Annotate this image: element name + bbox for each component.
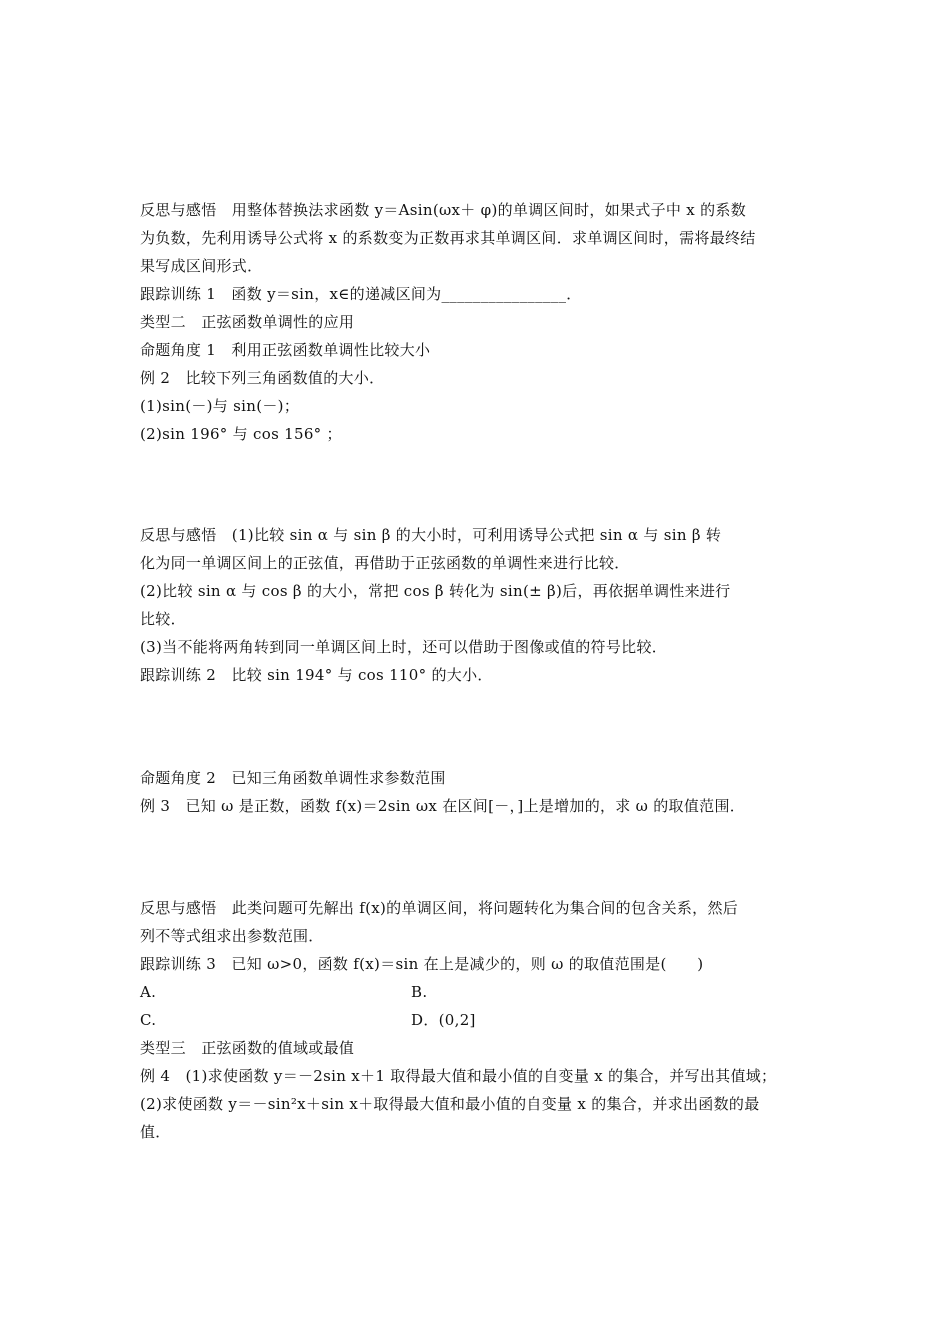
text-line-r2e: (3)当不能将两角转到同一单调区间上时，还可以借助于图像或值的符号比较． — [140, 638, 668, 656]
text-line-r2c: (2)比较 sin α 与 cos β 的大小，常把 cos β 转化为 sin(± β)后，再依据单调性来进行 — [140, 582, 731, 600]
text-line-r3a: 反思与感悟 此类问题可先解出 f(x)的单调区间，将问题转化为集合间的包含关系，然后 — [140, 899, 739, 917]
text-line-t2: 跟踪训练 2 比较 sin 194° 与 cos 110° 的大小． — [140, 666, 493, 684]
text-line-r1c: 果写成区间形式． — [140, 257, 263, 275]
text-line-optC: C. — [140, 1011, 157, 1029]
text-line-ex2b: (2)sin 196° 与 cos 156° ； — [140, 425, 342, 443]
text-line-ex4c: 值． — [140, 1123, 171, 1141]
text-line-t1: 跟踪训练 1 函数 y＝sin，x∈的递减区间为________________． — [140, 285, 582, 303]
text-line-ex4b: (2)求使函数 y＝－sin²x＋sin x＋取得最大值和最小值的自变量 x 的集合，并求出函数的最 — [140, 1095, 760, 1113]
text-line-r2b: 化为同一单调区间上的正弦值，再借助于正弦函数的单调性来进行比较． — [140, 554, 630, 572]
text-line-optD: D．(0,2] — [411, 1011, 476, 1029]
text-line-type3: 类型三 正弦函数的值域或最值 — [140, 1039, 355, 1057]
text-line-angle1: 命题角度 1 利用正弦函数单调性比较大小 — [140, 341, 431, 359]
text-line-r2a: 反思与感悟 (1)比较 sin α 与 sin β 的大小时，可利用诱导公式把 sin α 与 sin β 转 — [140, 526, 722, 544]
text-line-r2d: 比较． — [140, 610, 186, 628]
text-line-t3: 跟踪训练 3 已知 ω>0，函数 f(x)＝sin 在上是减少的，则 ω 的取值范围是( ) — [140, 955, 704, 973]
text-line-r1b: 为负数，先利用诱导公式将 x 的系数变为正数再求其单调区间．求单调区间时，需将最终结 — [140, 229, 756, 247]
text-line-ex4a: 例 4 (1)求使函数 y＝－2sin x＋1 取得最大值和最小值的自变量 x 的集合，并写出其值域； — [140, 1067, 777, 1085]
text-line-ex3: 例 3 已知 ω 是正数，函数 f(x)＝2sin ωx 在区间[－，]上是增加的，求 ω 的取值范围． — [140, 797, 746, 815]
text-line-type2: 类型二 正弦函数单调性的应用 — [140, 313, 355, 331]
text-line-r1a: 反思与感悟 用整体替换法求函数 y＝Asin(ωx＋ φ)的单调区间时，如果式子中 x 的系数 — [140, 201, 746, 219]
text-line-r3b: 列不等式组求出参数范围． — [140, 927, 324, 945]
text-line-angle2: 命题角度 2 已知三角函数单调性求参数范围 — [140, 769, 446, 787]
text-line-optB: B. — [411, 983, 428, 1001]
text-line-ex2a: (1)sin(－)与 sin(－)； — [140, 397, 300, 415]
text-line-ex2: 例 2 比较下列三角函数值的大小． — [140, 369, 385, 387]
text-line-optA: A. — [140, 983, 157, 1001]
